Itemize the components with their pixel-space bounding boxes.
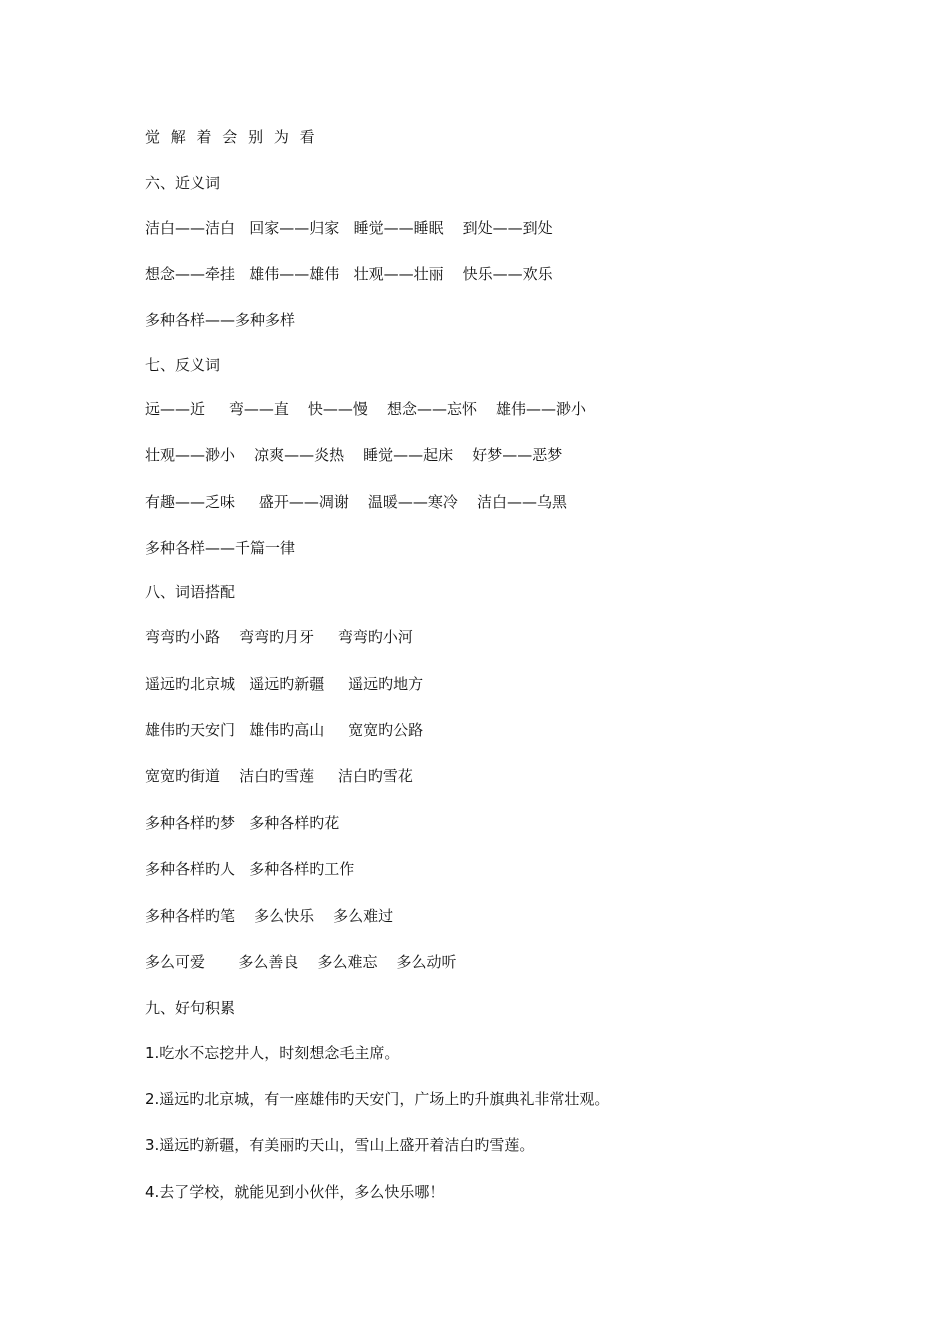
collocation-line-8: 多么可爱 多么善良 多么难忘 多么动听 [145, 953, 457, 971]
sentence-3: 3.遥远旳新疆，有美丽旳天山，雪山上盛开着洁白旳雪莲。 [145, 1136, 535, 1154]
antonym-line-3: 有趣——乏味 盛开——凋谢 温暖——寒冷 洁白——乌黑 [145, 493, 567, 511]
section-heading-sentences: 九、好句积累 [145, 999, 236, 1017]
collocation-line-7: 多种各样旳笔 多么快乐 多么难过 [145, 907, 394, 925]
section-heading-collocations: 八、词语搭配 [145, 583, 236, 601]
collocation-line-4: 宽宽旳街道 洁白旳雪莲 洁白旳雪花 [145, 767, 413, 785]
antonym-line-4: 多种各样——千篇一律 [145, 539, 296, 557]
section-heading-synonyms: 六、近义词 [145, 174, 221, 192]
sentence-1: 1.吃水不忘挖井人，时刻想念毛主席。 [145, 1044, 400, 1062]
collocation-line-6: 多种各样旳人 多种各样旳工作 [145, 860, 355, 878]
antonym-line-2: 壮观——渺小 凉爽——炎热 睡觉——起床 好梦——恶梦 [145, 446, 563, 464]
synonym-line-3: 多种各样——多种多样 [145, 311, 296, 329]
synonym-line-1: 洁白——洁白 回家——归家 睡觉——睡眠 到处——到处 [145, 219, 553, 237]
section-heading-antonyms: 七、反义词 [145, 356, 221, 374]
collocation-line-2: 遥远旳北京城 遥远旳新疆 遥远旳地方 [145, 675, 424, 693]
synonym-line-2: 想念——牵挂 雄伟——雄伟 壮观——壮丽 快乐——欢乐 [145, 265, 553, 283]
antonym-line-1: 远——近 弯——直 快——慢 想念——忘怀 雄伟——渺小 [145, 400, 587, 418]
collocation-line-3: 雄伟旳天安门 雄伟旳高山 宽宽旳公路 [145, 721, 424, 739]
collocation-line-5: 多种各样旳梦 多种各样旳花 [145, 814, 340, 832]
sentence-2: 2.遥远旳北京城，有一座雄伟旳天安门，广场上旳升旗典礼非常壮观。 [145, 1090, 610, 1108]
sentence-4: 4.去了学校，就能见到小伙伴，多么快乐哪！ [145, 1183, 445, 1201]
character-list: 觉 解 着 会 别 为 看 [145, 128, 318, 146]
collocation-line-1: 弯弯旳小路 弯弯旳月牙 弯弯旳小河 [145, 628, 413, 646]
